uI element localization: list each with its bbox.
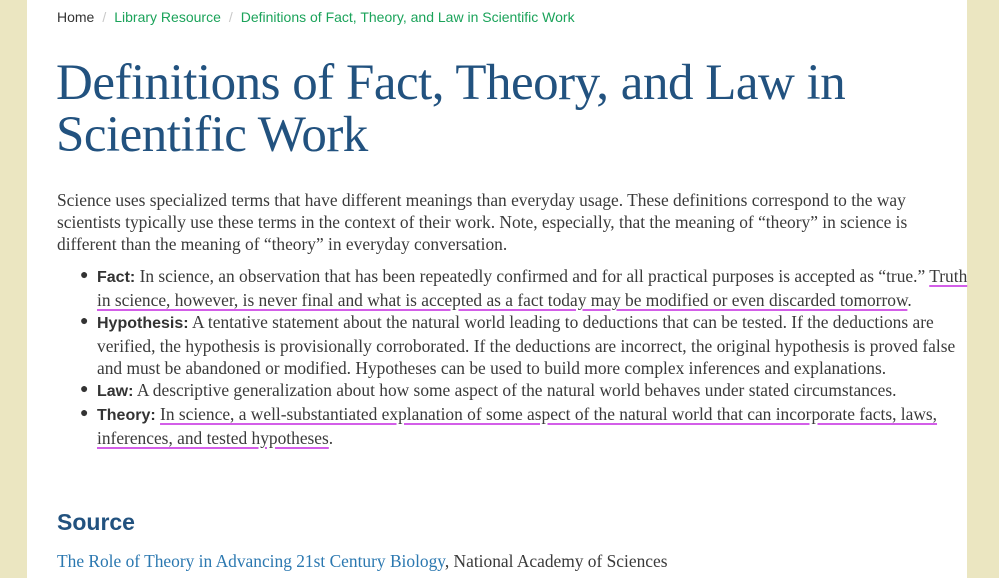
definition-text-end: . bbox=[328, 428, 334, 448]
breadcrumb-library-resource[interactable]: Library Resource bbox=[114, 9, 221, 25]
definition-text: In science, an observation that has been repeatedly confirmed and for all practical purposes is accepted as “true.” bbox=[135, 266, 930, 286]
source-heading: Source bbox=[57, 509, 135, 535]
source-publisher: , National Academy of Sciences bbox=[444, 551, 668, 571]
breadcrumb-separator: / bbox=[228, 9, 233, 25]
definitions-list bbox=[57, 265, 982, 449]
definition-item-theory bbox=[80, 403, 982, 449]
definition-text: A descriptive generalization about how some aspect of the natural world behaves under stated circumstances. bbox=[133, 380, 897, 400]
definition-item-hypothesis bbox=[80, 311, 982, 379]
bullet-icon: ● bbox=[80, 314, 89, 329]
definition-item-law bbox=[80, 379, 982, 403]
definition-term: Hypothesis: bbox=[97, 315, 189, 332]
page-content bbox=[27, 0, 967, 578]
bullet-icon: ● bbox=[80, 406, 89, 421]
definition-text: A tentative statement about the natural world leading to deductions that can be tested. If the deductions are verified, the hypothesis is provisionally corroborated. If the deductions are incorrect, the original hypothesis is proved false and must be abandoned or modified. Hypotheses can be used to build more complex inferences and explanations. bbox=[97, 312, 956, 378]
highlighted-text: Truth in science, however, is never final and what is accepted as a fact today may be modified or even discarded tomorrow bbox=[97, 266, 968, 310]
definition-term: Law: bbox=[97, 383, 134, 400]
breadcrumb bbox=[57, 9, 575, 25]
definition-term: Theory: bbox=[97, 407, 156, 424]
intro-paragraph: Science uses specialized terms that have different meanings than everyday usage. These definitions correspond to the way scientists typically use these terms in the context of their work. Note, especially, that the meaning of “theory” in science is different than the meaning of “theory” in everyday conversation. bbox=[57, 190, 908, 254]
highlighted-text: In science, a well-substantiated explanation of some aspect of the natural world that can incorporate facts, laws, inferences, and tested hypotheses bbox=[97, 404, 938, 448]
page-title: Definitions of Fact, Theory, and Law in Scientific Work bbox=[56, 55, 846, 163]
definition-text-end: . bbox=[907, 290, 912, 310]
source-link[interactable]: The Role of Theory in Advancing 21st Century Biology bbox=[57, 551, 445, 571]
breadcrumb-home[interactable]: Home bbox=[57, 9, 95, 25]
definition-term: Fact: bbox=[97, 269, 136, 286]
definition-item-fact bbox=[80, 265, 982, 311]
breadcrumb-separator: / bbox=[102, 9, 107, 25]
source-citation bbox=[57, 550, 667, 572]
breadcrumb-current-page[interactable]: Definitions of Fact, Theory, and Law in Scientific Work bbox=[240, 9, 575, 25]
bullet-icon: ● bbox=[80, 382, 89, 397]
bullet-icon: ● bbox=[80, 268, 89, 283]
